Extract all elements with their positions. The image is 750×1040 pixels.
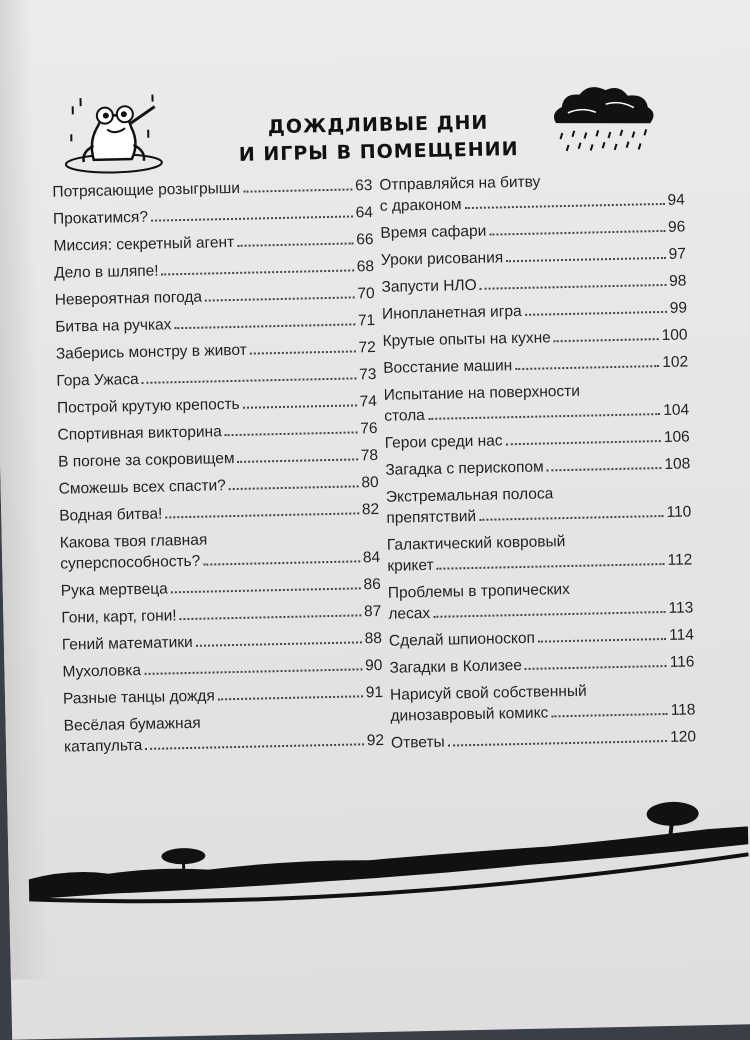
toc-page-number: 70 bbox=[357, 285, 375, 303]
toc-entry-title: Запусти НЛО bbox=[381, 276, 477, 296]
toc-entry-title: Восстание машин bbox=[383, 357, 513, 377]
title-line-1: ДОЖДЛИВЫЕ ДНИ bbox=[267, 111, 489, 139]
dot-leader bbox=[174, 323, 355, 329]
toc-page-number: 112 bbox=[667, 551, 693, 569]
toc-page-number: 102 bbox=[662, 353, 689, 372]
toc-page-number: 100 bbox=[661, 326, 688, 345]
toc-entry-title: Крутые опыты на кухне bbox=[382, 329, 552, 350]
toc-page-number: 66 bbox=[356, 231, 374, 249]
dot-leader bbox=[165, 512, 359, 518]
toc-page-number: 82 bbox=[361, 500, 380, 519]
toc-page-number: 87 bbox=[363, 602, 382, 621]
toc-entry bbox=[381, 245, 686, 272]
toc-page-number: 78 bbox=[360, 446, 379, 465]
dot-leader bbox=[525, 665, 667, 670]
toc-entry-title: Построй крутую крепость bbox=[56, 395, 240, 417]
dot-leader bbox=[480, 284, 667, 290]
title-line-2: И ИГРЫ В ПОМЕЩЕНИИ bbox=[238, 137, 519, 166]
toc-entry bbox=[61, 576, 381, 604]
toc-entry-title: Инопланетная игра bbox=[381, 302, 522, 323]
toc-entry bbox=[389, 653, 694, 680]
dot-leader bbox=[218, 695, 363, 700]
toc-entry bbox=[57, 393, 377, 421]
dot-leader bbox=[250, 350, 356, 354]
toc-page-number: 76 bbox=[360, 419, 378, 438]
toc-page-number: 72 bbox=[358, 339, 376, 357]
toc-entry-title: Гений математики bbox=[61, 633, 193, 654]
dot-leader bbox=[180, 614, 361, 620]
toc-entry-title: Спортивная викторина bbox=[57, 423, 222, 444]
toc-entry bbox=[385, 455, 690, 482]
toc-entry-title: суперспособность? bbox=[60, 552, 201, 573]
dot-leader bbox=[196, 641, 362, 646]
toc-entry-title: Гони, карт, гони! bbox=[61, 607, 177, 627]
toc-page-number: 73 bbox=[358, 365, 377, 384]
toc-page-number: 71 bbox=[357, 312, 376, 330]
dot-leader bbox=[238, 458, 358, 463]
toc-entry bbox=[52, 177, 372, 205]
toc-page-number: 74 bbox=[359, 392, 378, 411]
dot-leader bbox=[144, 668, 362, 675]
toc-entry bbox=[59, 474, 379, 502]
rain-cloud-illustration bbox=[547, 81, 659, 158]
dot-leader bbox=[547, 467, 662, 471]
toc-page-number: 88 bbox=[364, 629, 383, 648]
toc-page-number: 94 bbox=[667, 191, 685, 209]
toc-entry-title: Битва на ручках bbox=[55, 316, 172, 336]
toc-entry bbox=[381, 272, 686, 299]
toc-entry-title: Рука мертвеца bbox=[60, 580, 168, 600]
toc-page-number: 114 bbox=[668, 626, 695, 644]
toc-page-number: 68 bbox=[356, 258, 375, 276]
dot-leader bbox=[433, 611, 665, 618]
toc-entry bbox=[387, 530, 693, 578]
toc-entry-title: лесах bbox=[388, 604, 431, 623]
toc-entry bbox=[379, 171, 685, 219]
toc-entry bbox=[386, 482, 692, 530]
dot-leader bbox=[515, 365, 659, 370]
dot-leader bbox=[205, 296, 354, 301]
dot-leader bbox=[551, 713, 667, 717]
toc-entry bbox=[56, 339, 376, 367]
dot-leader bbox=[506, 257, 665, 262]
toc-entry bbox=[380, 218, 685, 245]
toc-page-number: 86 bbox=[363, 575, 381, 594]
toc-page-number: 91 bbox=[365, 683, 384, 702]
toc-entry-title: с драконом bbox=[379, 196, 462, 215]
toc-entry-title: Дело в шляпе! bbox=[53, 262, 159, 282]
toc-page-number: 110 bbox=[666, 503, 692, 521]
toc-page-number: 96 bbox=[667, 218, 686, 236]
toc-entry-title: Разные танцы дождя bbox=[62, 687, 215, 708]
toc-entry-title: Уроки рисования bbox=[380, 249, 504, 269]
toc-entry-title: катапульта bbox=[63, 736, 143, 756]
dot-leader bbox=[229, 485, 359, 490]
dot-leader bbox=[162, 269, 354, 275]
dot-leader bbox=[151, 215, 353, 221]
toc-page-number: 80 bbox=[361, 473, 379, 492]
toc-entry bbox=[57, 420, 377, 448]
dot-leader bbox=[479, 515, 664, 521]
toc-entry bbox=[382, 299, 687, 326]
toc-entry bbox=[60, 528, 381, 577]
toc-page-number: 97 bbox=[668, 245, 687, 263]
toc-entry-title: Загадки в Колизее bbox=[389, 657, 523, 677]
dot-leader bbox=[142, 377, 357, 383]
toc-page-number: 116 bbox=[669, 653, 695, 671]
toc-entry bbox=[390, 680, 696, 728]
toc-entry bbox=[55, 285, 375, 313]
landscape-silhouette bbox=[7, 784, 750, 930]
toc-entry-title: В погоне за сокровищем bbox=[57, 449, 235, 471]
toc-right-column bbox=[379, 171, 696, 762]
toc-page-number: 84 bbox=[362, 548, 381, 567]
dot-leader bbox=[506, 440, 661, 445]
toc-entry-title: Невероятная погода bbox=[54, 288, 203, 309]
toc-page-number: 106 bbox=[663, 428, 690, 446]
toc-entry bbox=[385, 428, 690, 455]
toc-page-number: 118 bbox=[670, 701, 696, 719]
toc-entry bbox=[62, 657, 382, 685]
dot-leader bbox=[237, 242, 353, 246]
toc-entry bbox=[382, 326, 687, 353]
toc-page-number: 113 bbox=[668, 599, 694, 617]
dot-leader bbox=[437, 563, 665, 570]
frog-illustration bbox=[52, 84, 174, 176]
toc-page-number: 120 bbox=[669, 728, 697, 746]
toc-entry-title: Прокатимся? bbox=[52, 208, 149, 228]
dot-leader bbox=[538, 638, 666, 643]
toc-entry-title: Ответы bbox=[390, 733, 445, 752]
toc-entry-title: Загадка с перископом bbox=[385, 458, 544, 479]
toc-entry-title: Мухоловка bbox=[62, 661, 142, 681]
toc-entry-title: Потрясающие розыгрыши bbox=[52, 179, 241, 201]
toc-entry bbox=[384, 380, 690, 428]
toc-page-number: 104 bbox=[663, 401, 690, 419]
toc-entry bbox=[58, 447, 378, 475]
toc-entry bbox=[53, 204, 373, 232]
dot-leader bbox=[203, 560, 360, 565]
dot-leader bbox=[145, 743, 364, 750]
toc-entry-title: Время сафари bbox=[380, 222, 487, 242]
toc-entry bbox=[63, 684, 383, 712]
page-title bbox=[228, 109, 529, 169]
toc-entry-title: Заберись монстру в живот bbox=[55, 341, 247, 363]
toc-entry-title: Сможешь всех спасти? bbox=[58, 477, 226, 498]
toc-left-column bbox=[52, 177, 384, 766]
toc-entry bbox=[388, 578, 694, 626]
toc-page-number: 99 bbox=[669, 299, 688, 317]
dot-leader bbox=[243, 404, 357, 408]
toc-entry-title: Миссия: секретный агент bbox=[53, 233, 235, 255]
dot-leader bbox=[448, 740, 668, 747]
toc-entry bbox=[55, 312, 375, 340]
toc-entry-title: динозавровый комикс bbox=[390, 704, 549, 725]
dot-leader bbox=[243, 188, 352, 192]
toc-entry-title: Водная битва! bbox=[59, 505, 163, 525]
dot-leader bbox=[465, 203, 665, 209]
toc-entry bbox=[62, 630, 382, 658]
dot-leader bbox=[428, 413, 660, 420]
toc-entry-title-line: Весёлая бумажная bbox=[63, 714, 201, 735]
toc-entry-title: Сделай шпионоскоп bbox=[388, 629, 536, 650]
toc-entry-title: Гора Ужаса bbox=[56, 370, 139, 390]
toc-page-number: 63 bbox=[354, 177, 373, 195]
toc-page-number: 98 bbox=[669, 272, 687, 290]
toc-entry bbox=[61, 603, 381, 631]
toc-entry bbox=[389, 626, 694, 653]
toc-page-number: 108 bbox=[664, 455, 691, 473]
toc-entry bbox=[54, 258, 374, 286]
dot-leader bbox=[554, 338, 659, 342]
toc-entry-title: крикет bbox=[387, 556, 434, 575]
toc-entry-title-line: Экстремальная полоса bbox=[385, 485, 554, 506]
toc-entry bbox=[391, 728, 696, 755]
toc-entry bbox=[53, 231, 373, 259]
toc-entry-title-line: Проблемы в тропических bbox=[387, 580, 570, 602]
toc-entry-title-line: Нарисуй свой собственный bbox=[389, 682, 587, 704]
toc-entry-title-line: Испытание на поверхности bbox=[383, 382, 581, 404]
toc-page-number: 92 bbox=[366, 731, 385, 750]
dot-leader bbox=[225, 431, 358, 436]
dot-leader bbox=[525, 311, 667, 316]
dot-leader bbox=[171, 587, 361, 593]
toc-entry-title: Герои среди нас bbox=[384, 432, 503, 452]
toc-entry bbox=[59, 501, 379, 529]
toc-entry-title: стола bbox=[384, 406, 426, 425]
toc-entry-title-line: Отправляйся на битву bbox=[379, 173, 541, 194]
toc-page-number: 90 bbox=[365, 656, 383, 675]
toc-entry-title: препятствий bbox=[386, 507, 477, 527]
toc-page-number: 64 bbox=[355, 204, 374, 222]
toc-entry-title-line: Галактический ковровый bbox=[386, 533, 566, 554]
toc-entry bbox=[63, 711, 384, 760]
toc-entry bbox=[383, 353, 688, 380]
dot-leader bbox=[489, 230, 665, 236]
toc-entry-title-line: Какова твоя главная bbox=[59, 531, 208, 552]
toc-entry bbox=[56, 366, 376, 394]
